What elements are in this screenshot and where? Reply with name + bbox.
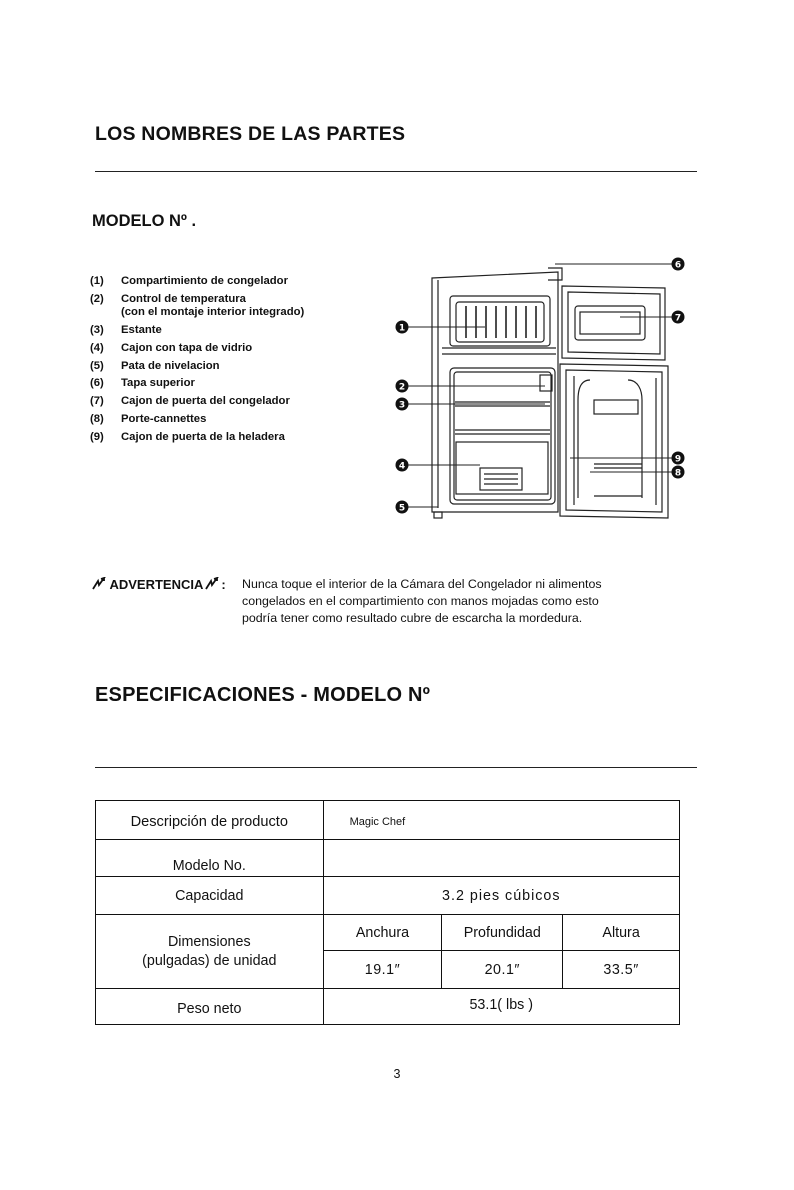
warning-arrow-icon bbox=[92, 578, 109, 592]
callout-2 bbox=[396, 380, 409, 393]
product-label: Descripción de producto bbox=[96, 801, 324, 840]
part-number: (2) bbox=[90, 292, 104, 305]
spec-title: ESPECIFICACIONES - MODELO Nº bbox=[95, 684, 431, 706]
part-item-6 bbox=[90, 375, 304, 393]
compartment-divider bbox=[442, 348, 556, 354]
part-number: (1) bbox=[90, 275, 104, 287]
callout-5 bbox=[396, 501, 409, 514]
svg-text:2: 2 bbox=[398, 382, 406, 393]
svg-text:9: 9 bbox=[674, 454, 682, 465]
svg-text:6: 6 bbox=[674, 260, 682, 271]
part-label: Tapa superior bbox=[121, 377, 195, 390]
part-item-9 bbox=[90, 429, 304, 447]
parts-list bbox=[90, 273, 304, 446]
callout-8 bbox=[672, 466, 685, 479]
freezer-door bbox=[562, 286, 665, 360]
page-number: 3 bbox=[393, 1067, 401, 1081]
part-label: Compartimiento de congelador bbox=[121, 275, 288, 287]
height-value: 33.5″ bbox=[563, 951, 680, 989]
part-item-1 bbox=[90, 273, 304, 291]
part-label: Cajon con tapa de vidrio bbox=[121, 342, 253, 355]
svg-text:7: 7 bbox=[674, 313, 682, 324]
callout-3 bbox=[396, 398, 409, 411]
part-number: (3) bbox=[90, 324, 104, 337]
warning-line: podría tener como resultado cubre de escarcha la mordedura. bbox=[242, 611, 583, 625]
table-row bbox=[96, 801, 680, 840]
warning-line: Nunca toque el interior de la Cámara del Congelador ni alimentos bbox=[242, 577, 602, 591]
table-row bbox=[96, 915, 680, 951]
weight-value: 53.1( lbs ) bbox=[323, 989, 679, 1025]
dimensions-label-line: Dimensiones bbox=[167, 933, 251, 950]
leveling-leg bbox=[434, 512, 442, 518]
part-label: Estante bbox=[121, 324, 162, 337]
model-label: MODELO Nº . bbox=[92, 212, 197, 230]
part-label: Cajon de puerta del congelador bbox=[121, 395, 290, 408]
title-divider bbox=[95, 171, 697, 172]
callout-9 bbox=[672, 452, 685, 465]
part-item-8 bbox=[90, 411, 304, 429]
model-label: Modelo No. bbox=[96, 840, 324, 877]
spec-table bbox=[95, 800, 680, 1025]
part-item-4 bbox=[90, 340, 304, 358]
callout-4 bbox=[396, 459, 409, 472]
svg-text:1: 1 bbox=[398, 323, 406, 334]
spec-divider bbox=[95, 767, 697, 768]
model-value bbox=[323, 840, 679, 877]
part-number: (5) bbox=[90, 359, 104, 372]
svg-text:4: 4 bbox=[398, 461, 406, 472]
part-item-7 bbox=[90, 393, 304, 411]
part-item-3 bbox=[90, 322, 304, 340]
can-holder bbox=[594, 400, 638, 414]
part-item-2-sub: (con el montaje interior integrado) bbox=[121, 306, 305, 319]
svg-text:3: 3 bbox=[398, 400, 406, 411]
part-number: (7) bbox=[90, 395, 104, 408]
weight-label: Peso neto bbox=[96, 989, 324, 1025]
dimensions-label-line: (pulgadas) de unidad bbox=[142, 952, 277, 969]
depth-label: Profundidad bbox=[442, 915, 563, 951]
cabinet-outline bbox=[432, 272, 558, 512]
warning-colon: : bbox=[221, 577, 226, 592]
part-number: (4) bbox=[90, 342, 104, 355]
dimensions-label bbox=[96, 915, 324, 989]
capacity-value: 3.2 pies cúbicos bbox=[323, 877, 679, 915]
warning-label: ADVERTENCIA bbox=[109, 577, 204, 592]
freezer-door-shelf bbox=[575, 306, 645, 340]
callout-1 bbox=[396, 321, 409, 334]
svg-text:5: 5 bbox=[398, 503, 406, 514]
capacity-label: Capacidad bbox=[96, 877, 324, 915]
depth-value: 20.1″ bbox=[442, 951, 563, 989]
warning-line: congelados en el compartimiento con manos mojadas como esto bbox=[242, 594, 599, 608]
part-label: Cajon de puerta de la heladera bbox=[121, 430, 285, 443]
callout-7 bbox=[672, 311, 685, 324]
part-number: (8) bbox=[90, 412, 104, 425]
fridge-door bbox=[560, 364, 668, 518]
part-item-5 bbox=[90, 358, 304, 376]
table-row bbox=[96, 989, 680, 1025]
width-label: Anchura bbox=[323, 915, 442, 951]
part-label: Pata de nivelacion bbox=[121, 359, 220, 372]
warning-text bbox=[242, 576, 662, 627]
warning-block bbox=[92, 576, 602, 625]
table-row bbox=[96, 840, 680, 877]
temperature-control bbox=[540, 375, 552, 391]
parts-title: LOS NOMBRES DE LAS PARTES bbox=[95, 123, 406, 145]
freezer-compartment bbox=[450, 296, 550, 346]
door-bin bbox=[594, 464, 642, 468]
svg-text:8: 8 bbox=[674, 468, 682, 479]
part-label: Porte-cannettes bbox=[121, 412, 207, 425]
refrigerator-diagram bbox=[380, 250, 700, 525]
top-cover bbox=[548, 268, 562, 280]
part-number: (9) bbox=[90, 430, 104, 443]
product-value: Magic Chef bbox=[323, 801, 679, 840]
part-number: (6) bbox=[90, 377, 104, 390]
warning-arrow-icon bbox=[203, 578, 219, 592]
part-label: Control de temperatura bbox=[121, 292, 246, 305]
height-label: Altura bbox=[563, 915, 680, 951]
table-row bbox=[96, 877, 680, 915]
callout-6 bbox=[672, 258, 685, 271]
width-value: 19.1″ bbox=[323, 951, 442, 989]
